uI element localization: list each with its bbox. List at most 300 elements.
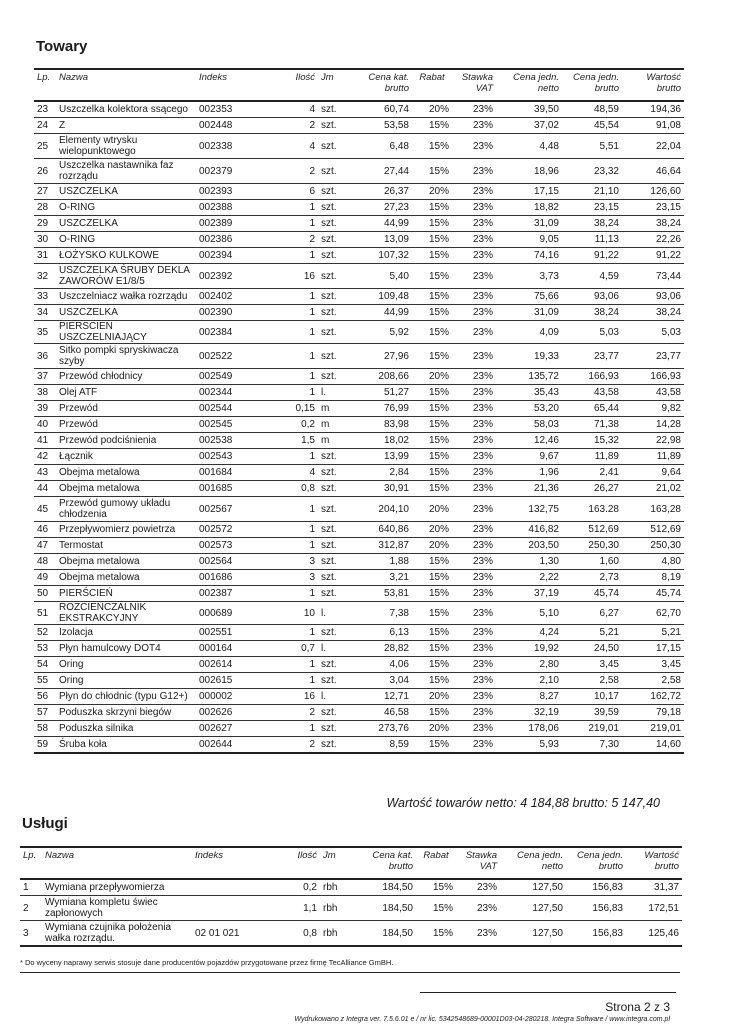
cell-indeks: 002522	[199, 350, 233, 362]
table-row	[34, 264, 684, 289]
cell-rabat: 15%	[428, 387, 449, 398]
table-row	[34, 570, 684, 586]
cell-jm: szt.	[321, 202, 337, 213]
cell-ilosc: 0,8	[301, 483, 315, 494]
table-row	[34, 737, 684, 754]
header-vat: Stawka VAT	[465, 850, 497, 872]
cell-nazwa: Przewód podciśnienia	[59, 435, 157, 446]
cell-indeks: 002379	[199, 165, 233, 177]
cell-wartosc: 166,93	[650, 371, 681, 382]
table-row	[34, 641, 684, 657]
cell-jm: m	[321, 435, 330, 446]
cell-vat: 23%	[472, 588, 493, 599]
cell-vat: 23%	[472, 218, 493, 229]
cell-nazwa: Przepływomierz powietrza	[59, 524, 176, 535]
cell-indeks: 001686	[199, 572, 233, 583]
cell-jm: l.	[321, 387, 326, 398]
cell-ilosc: 2	[309, 707, 315, 718]
header-nazwa: Nazwa	[59, 72, 89, 83]
cell-ilosc: 1	[309, 218, 315, 229]
cell-wartosc: 23,77	[655, 350, 681, 362]
cell-vat: 23%	[472, 572, 493, 583]
table-row	[34, 305, 684, 321]
cell-cena-brutto: 48,59	[593, 104, 619, 115]
cell-cena-kat: 13,99	[383, 451, 409, 462]
table-row	[34, 344, 684, 369]
cell-cena-netto: 58,03	[533, 419, 559, 430]
cell-cena-kat: 60,74	[383, 104, 409, 115]
cell-cena-brutto: 5,21	[599, 627, 619, 638]
cell-jm: szt.	[321, 675, 337, 686]
cell-jm: szt.	[321, 451, 337, 462]
cell-nazwa: Przewód	[59, 403, 98, 414]
cell-nazwa: O-RING	[59, 234, 96, 245]
cell-indeks: 002564	[199, 556, 233, 567]
cell-cena-kat: 28,82	[383, 643, 409, 654]
cell-cena-brutto: 38,24	[593, 307, 619, 318]
cell-indeks: 002627	[199, 723, 233, 734]
cell-cena-brutto: 23,32	[593, 165, 619, 177]
cell-indeks: 002615	[199, 675, 233, 686]
cell-cena-netto: 132,75	[528, 503, 559, 515]
cell-cena-kat: 53,81	[383, 588, 409, 599]
cell-lp: 36	[37, 350, 49, 362]
cell-indeks: 002567	[199, 503, 233, 515]
cell-nazwa: USZCZELKA	[59, 218, 118, 229]
cell-cena-netto: 12,46	[533, 435, 559, 446]
cell-ilosc: 1	[309, 675, 315, 686]
cell-vat: 23%	[472, 524, 493, 535]
cell-cena-brutto: 23,15	[593, 202, 619, 213]
cell-cena-brutto: 3,45	[599, 659, 619, 670]
cell-indeks: 002393	[199, 186, 233, 197]
cell-vat: 23%	[472, 739, 493, 750]
cell-cena-kat: 5,92	[389, 326, 409, 338]
cell-vat: 23%	[472, 104, 493, 115]
cell-cena-netto: 9,67	[539, 451, 559, 462]
cell-lp: 30	[37, 234, 49, 245]
cell-nazwa: Uszczelka kolektora ssącego	[59, 104, 188, 115]
cell-ilosc: 2	[309, 120, 315, 131]
cell-ilosc: 1	[309, 723, 315, 734]
cell-cena-brutto: 512,69	[588, 524, 619, 535]
table-row	[34, 721, 684, 737]
cell-indeks	[192, 879, 278, 896]
cell-ilosc: 4	[309, 104, 315, 115]
cell-jm: szt.	[321, 659, 337, 670]
cell-nazwa: PIERSCIEŃ USZCZELNIAJĄCY	[59, 321, 147, 343]
cell-rabat: 15%	[428, 435, 449, 446]
cell-wartosc: 45,74	[655, 588, 681, 599]
cell-rabat: 15%	[428, 483, 449, 494]
cell-cena-netto: 178,06	[528, 723, 559, 734]
cell-indeks: 002572	[199, 524, 233, 535]
cell-lp: 29	[37, 218, 49, 229]
table-row	[34, 159, 684, 184]
uslugi-header-row	[20, 847, 682, 879]
cell-rabat: 15%	[428, 403, 449, 414]
cell-ilosc: 3	[309, 572, 315, 583]
cell-nazwa: O-RING	[59, 202, 96, 213]
cell-ilosc: 1,1	[303, 902, 317, 914]
cell-lp: 47	[37, 540, 49, 551]
cell-lp: 23	[37, 104, 49, 115]
cell-rabat: 15%	[428, 234, 449, 245]
cell-cena-netto: 9,05	[539, 234, 559, 245]
cell-wartosc: 3,45	[661, 659, 681, 670]
cell-vat: 23%	[472, 140, 493, 152]
printed-by: Wydrukowano z Integra ver. 7.5.6.01 e / nr lic. 5342548689-00001D03-04-280218. Integra Software / www.integra.com.pl	[294, 1016, 670, 1023]
cell-cena-kat: 204,10	[378, 503, 409, 515]
cell-rabat: 15%	[428, 218, 449, 229]
cell-indeks: 002448	[199, 120, 233, 131]
cell-cena-netto: 19,33	[533, 350, 559, 362]
cell-nazwa: Płyn do chłodnic (typu G12+)	[59, 691, 188, 702]
cell-indeks: 000002	[199, 691, 233, 702]
cell-jm: szt.	[321, 104, 337, 115]
cell-nazwa: Poduszka skrzyni biegów	[59, 707, 172, 718]
cell-jm: l.	[321, 643, 326, 654]
cell-cena-netto: 135,72	[528, 371, 559, 382]
cell-wartosc: 31,37	[653, 882, 679, 893]
cell-jm: szt.	[321, 739, 337, 750]
cell-wartosc: 17,15	[655, 643, 681, 654]
cell-rabat: 15%	[428, 307, 449, 318]
cell-wartosc: 194,36	[650, 104, 681, 115]
header-nazwa: Nazwa	[45, 850, 75, 861]
cell-ilosc: 0,8	[303, 927, 317, 939]
cell-rabat: 15%	[428, 350, 449, 362]
cell-lp: 46	[37, 524, 49, 535]
cell-lp: 32	[37, 270, 49, 282]
cell-lp: 52	[37, 627, 49, 638]
cell-nazwa: Termostat	[59, 540, 103, 551]
cell-cena-brutto: 156,83	[592, 927, 623, 939]
cell-nazwa: USZCZELKA ŚRUBY DEKLA ZAWORÓW E1/8/5	[59, 265, 190, 287]
cell-ilosc: 3	[309, 556, 315, 567]
header-indeks: Indeks	[195, 850, 223, 861]
cell-jm: szt.	[321, 350, 337, 362]
cell-ilosc: 2	[309, 165, 315, 177]
cell-ilosc: 2	[309, 234, 315, 245]
table-row	[34, 369, 684, 385]
header-cena-netto: Cena jedn. netto	[513, 72, 559, 94]
cell-lp: 2	[23, 902, 29, 914]
uslugi-section-title: Usługi	[22, 815, 68, 832]
cell-jm: szt.	[321, 270, 337, 282]
cell-lp: 24	[37, 120, 49, 131]
cell-cena-netto: 18,82	[533, 202, 559, 213]
cell-ilosc: 1,5	[301, 435, 315, 446]
cell-lp: 59	[37, 739, 49, 750]
cell-vat: 23%	[472, 403, 493, 414]
header-wartosc: Wartość brutto	[644, 850, 679, 872]
cell-lp: 33	[37, 291, 49, 302]
cell-vat: 23%	[472, 250, 493, 261]
cell-ilosc: 1	[309, 588, 315, 599]
cell-vat: 23%	[472, 540, 493, 551]
cell-jm: szt.	[321, 371, 337, 382]
cell-cena-netto: 37,19	[533, 588, 559, 599]
cell-indeks: 001684	[199, 467, 233, 478]
cell-nazwa: Łącznik	[59, 451, 93, 462]
cell-indeks: 002549	[199, 371, 233, 382]
cell-wartosc: 9,82	[661, 403, 681, 414]
cell-indeks: 002390	[199, 307, 233, 318]
cell-jm: m	[321, 419, 330, 430]
cell-cena-kat: 312,87	[378, 540, 409, 551]
cell-vat: 23%	[472, 202, 493, 213]
cell-wartosc: 79,18	[655, 707, 681, 718]
cell-cena-brutto: 91,22	[593, 250, 619, 261]
cell-cena-netto: 127,50	[532, 927, 563, 939]
cell-wartosc: 62,70	[655, 607, 681, 619]
cell-cena-netto: 4,09	[539, 326, 559, 338]
cell-jm: szt.	[321, 186, 337, 197]
cell-wartosc: 250,30	[650, 540, 681, 551]
cell-indeks: 000689	[199, 607, 233, 619]
table-row	[34, 248, 684, 264]
cell-vat: 23%	[472, 643, 493, 654]
cell-jm: szt.	[321, 588, 337, 599]
cell-ilosc: 0,2	[301, 419, 315, 430]
cell-cena-netto: 31,09	[533, 218, 559, 229]
cell-ilosc: 1	[309, 627, 315, 638]
cell-ilosc: 0,15	[295, 403, 315, 414]
cell-rabat: 15%	[432, 882, 453, 893]
cell-nazwa: Oring	[59, 675, 84, 686]
cell-wartosc: 38,24	[655, 307, 681, 318]
cell-rabat: 20%	[428, 371, 449, 382]
footer-divider	[420, 992, 676, 993]
cell-rabat: 20%	[428, 723, 449, 734]
cell-cena-netto: 1,30	[539, 556, 559, 567]
cell-cena-brutto: 2,41	[599, 467, 619, 478]
cell-wartosc: 126,60	[650, 186, 681, 197]
cell-nazwa: Poduszka silnika	[59, 723, 134, 734]
cell-cena-kat: 12,71	[383, 691, 409, 702]
table-row	[34, 538, 684, 554]
header-rabat: Rabat	[423, 850, 449, 861]
cell-cena-kat: 5,40	[389, 270, 409, 282]
cell-lp: 49	[37, 572, 49, 583]
cell-lp: 28	[37, 202, 49, 213]
cell-cena-brutto: 5,03	[599, 326, 619, 338]
cell-cena-kat: 27,96	[383, 350, 409, 362]
cell-lp: 41	[37, 435, 49, 446]
cell-cena-brutto: 21,10	[593, 186, 619, 197]
cell-cena-kat: 273,76	[378, 723, 409, 734]
header-vat: Stawka VAT	[461, 72, 493, 94]
cell-indeks: 002338	[199, 140, 233, 152]
table-row	[34, 554, 684, 570]
cell-cena-kat: 13,09	[383, 234, 409, 245]
cell-vat: 23%	[472, 556, 493, 567]
cell-indeks: 002387	[199, 588, 233, 599]
cell-lp: 55	[37, 675, 49, 686]
cell-cena-brutto: 5,51	[599, 140, 619, 152]
cell-wartosc: 93,06	[655, 291, 681, 302]
cell-rabat: 15%	[428, 451, 449, 462]
header-jm: Jm	[321, 72, 334, 83]
cell-vat: 23%	[472, 387, 493, 398]
cell-vat: 23%	[472, 307, 493, 318]
cell-lp: 54	[37, 659, 49, 670]
cell-vat: 23%	[472, 483, 493, 494]
cell-cena-kat: 1,88	[389, 556, 409, 567]
cell-jm: szt.	[321, 326, 337, 338]
cell-nazwa: PIERŚCIEŃ	[59, 588, 113, 599]
cell-jm: szt.	[321, 503, 337, 515]
cell-vat: 23%	[472, 326, 493, 338]
cell-cena-kat: 44,99	[383, 307, 409, 318]
cell-indeks: 002386	[199, 234, 233, 245]
cell-wartosc: 125,46	[648, 927, 679, 939]
cell-ilosc: 1	[309, 250, 315, 261]
cell-jm: szt.	[321, 234, 337, 245]
cell-indeks: 002402	[199, 291, 233, 302]
cell-lp: 40	[37, 419, 49, 430]
cell-cena-kat: 184,50	[382, 927, 413, 939]
cell-cena-brutto: 250,30	[588, 540, 619, 551]
cell-cena-netto: 53,20	[533, 403, 559, 414]
cell-vat: 23%	[472, 371, 493, 382]
cell-vat: 23%	[476, 882, 497, 893]
cell-jm: szt.	[321, 556, 337, 567]
cell-cena-brutto: 23,77	[593, 350, 619, 362]
cell-vat: 23%	[472, 707, 493, 718]
cell-wartosc: 219,01	[650, 723, 681, 734]
towary-table	[34, 68, 684, 754]
cell-cena-kat: 83,98	[383, 419, 409, 430]
cell-ilosc: 1	[309, 307, 315, 318]
table-row	[34, 216, 684, 232]
uslugi-table	[20, 846, 682, 947]
cell-ilosc: 16	[303, 691, 315, 702]
cell-cena-kat: 2,84	[389, 467, 409, 478]
cell-rabat: 15%	[428, 556, 449, 567]
cell-vat: 23%	[472, 435, 493, 446]
cell-lp: 53	[37, 643, 49, 654]
cell-nazwa: Olej ATF	[59, 387, 98, 398]
cell-indeks: 002545	[199, 419, 233, 430]
cell-vat: 23%	[472, 451, 493, 462]
cell-jm: szt.	[321, 307, 337, 318]
cell-cena-kat: 18,02	[383, 435, 409, 446]
cell-wartosc: 5,03	[661, 326, 681, 338]
table-row	[34, 321, 684, 344]
cell-cena-kat: 107,32	[378, 250, 409, 261]
table-row	[34, 465, 684, 481]
cell-cena-brutto: 7,30	[599, 739, 619, 750]
header-cena-kat: Cena kat. brutto	[372, 850, 413, 872]
cell-jm: szt.	[321, 218, 337, 229]
cell-ilosc: 1	[309, 659, 315, 670]
cell-rabat: 20%	[428, 186, 449, 197]
cell-rabat: 15%	[428, 627, 449, 638]
cell-cena-netto: 5,93	[539, 739, 559, 750]
cell-cena-brutto: 38,24	[593, 218, 619, 229]
towary-header-row	[34, 69, 684, 101]
cell-vat: 23%	[476, 902, 497, 914]
header-ilosc: Ilość	[295, 72, 315, 83]
cell-cena-kat: 184,50	[382, 902, 413, 914]
cell-lp: 25	[37, 140, 49, 152]
cell-cena-brutto: 6,27	[599, 607, 619, 619]
cell-lp: 58	[37, 723, 49, 734]
cell-cena-netto: 1,96	[539, 467, 559, 478]
cell-jm: szt.	[321, 250, 337, 261]
cell-cena-brutto: 26,27	[593, 483, 619, 494]
table-row	[34, 134, 684, 159]
table-row	[34, 433, 684, 449]
cell-cena-brutto: 11,13	[594, 234, 619, 245]
cell-wartosc: 22,98	[655, 435, 681, 446]
cell-cena-brutto: 45,74	[593, 588, 619, 599]
cell-lp: 27	[37, 186, 49, 197]
cell-cena-brutto: 1,60	[599, 556, 619, 567]
cell-cena-brutto: 11,89	[594, 451, 619, 462]
cell-cena-kat: 6,48	[389, 140, 409, 152]
cell-cena-brutto: 71,38	[593, 419, 619, 430]
cell-indeks: 002394	[199, 250, 233, 261]
cell-lp: 37	[37, 371, 49, 382]
cell-cena-netto: 4,24	[539, 627, 559, 638]
cell-wartosc: 21,02	[655, 483, 681, 494]
cell-lp: 34	[37, 307, 49, 318]
cell-rabat: 15%	[428, 202, 449, 213]
cell-nazwa: ŁOŻYSKO KULKOWE	[59, 250, 160, 261]
cell-wartosc: 5,21	[661, 627, 681, 638]
cell-indeks: 002644	[199, 739, 233, 750]
table-row	[20, 896, 682, 921]
cell-rabat: 20%	[428, 691, 449, 702]
table-row	[34, 232, 684, 248]
cell-nazwa: Izolacja	[59, 627, 93, 638]
cell-cena-brutto: 2,58	[599, 675, 619, 686]
cell-cena-brutto: 219,01	[588, 723, 619, 734]
cell-cena-kat: 8,59	[389, 739, 409, 750]
cell-jm: l.	[321, 691, 326, 702]
cell-cena-kat: 6,13	[389, 627, 409, 638]
cell-cena-netto: 32,19	[533, 707, 559, 718]
cell-jm: szt.	[321, 467, 337, 478]
table-row	[34, 184, 684, 200]
cell-nazwa: Sitko pompki spryskiwacza szyby	[59, 345, 179, 367]
cell-rabat: 15%	[432, 902, 453, 914]
cell-cena-netto: 31,09	[533, 307, 559, 318]
cell-ilosc: 1	[309, 540, 315, 551]
cell-cena-kat: 30,91	[383, 483, 409, 494]
cell-cena-kat: 208,66	[378, 371, 409, 382]
cell-rabat: 15%	[428, 270, 449, 282]
cell-ilosc: 4	[309, 140, 315, 152]
cell-rabat: 20%	[428, 503, 449, 515]
cell-vat: 23%	[472, 419, 493, 430]
cell-ilosc: 2	[309, 739, 315, 750]
cell-cena-brutto: 39,59	[593, 707, 619, 718]
cell-jm: m	[321, 403, 330, 414]
table-row	[34, 289, 684, 305]
cell-ilosc: 1	[309, 503, 315, 515]
cell-wartosc: 9,64	[661, 467, 681, 478]
cell-cena-netto: 17,15	[533, 186, 559, 197]
cell-cena-netto: 3,73	[539, 270, 559, 282]
cell-cena-brutto: 24,50	[593, 643, 619, 654]
cell-vat: 23%	[476, 927, 497, 939]
cell-cena-kat: 3,04	[389, 675, 409, 686]
header-cena-brutto: Cena jedn. brutto	[573, 72, 619, 94]
